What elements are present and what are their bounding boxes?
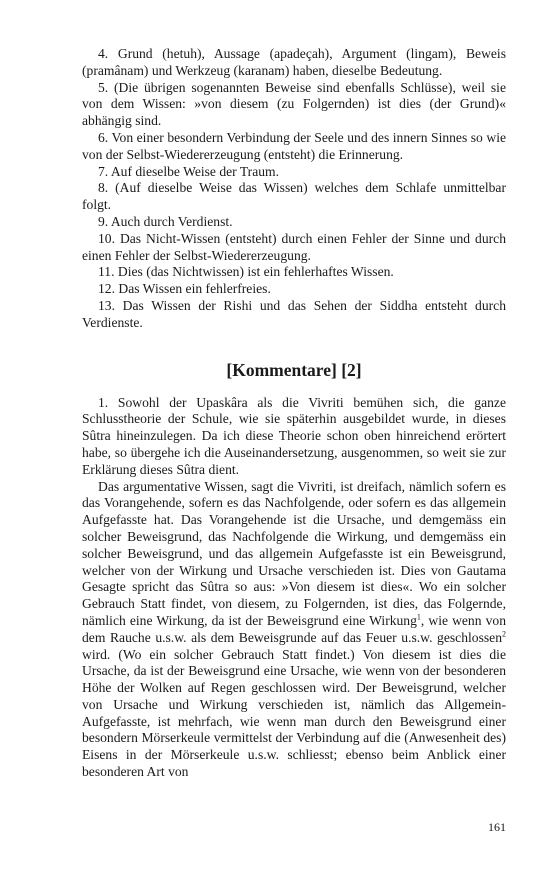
commentary-paragraph-1: 1. Sowohl der Upaskâra als die Vivriti bemühen sich, die ganze Schlusstheorie der Schule, wie sie späterhin ausgebildet wurde, in dieses Sûtra hineinzulegen. Da ich diese Theorie schon oben hinreichend erörtert habe, so übergehe ich die Auseinandersetzung, ausgenommen, so weit sie zur Erklärung dieses Sûtra dient. xyxy=(82,394,506,477)
sutra-7: 7. Auf dieselbe Weise der Traum. xyxy=(98,163,280,179)
sutra-13: 13. Das Wissen der Rishi und das Sehen der Siddha entsteht durch Verdienste. xyxy=(82,297,506,330)
commentary xyxy=(82,395,506,781)
sutra-11: 11. Dies (das Nichtwissen) ist ein fehlerhaftes Wissen. xyxy=(98,264,394,280)
footnote-marker-1: 1 xyxy=(416,612,421,622)
sutra-8: 8. (Auf dieselbe Weise das Wissen) welches dem Schlafe unmittelbar folgt. xyxy=(82,180,506,213)
sutra-6: 6. Von einer besondern Verbindung der Seele und des innern Sinnes so wie von der Selbst-Wiedererzeugung (entsteht) die Erinnerung. xyxy=(82,129,506,162)
sutra-list xyxy=(82,46,506,332)
commentary-text-part-3: wird. (Wo ein solcher Gebrauch Statt findet.) Von diesem ist dies die Ursache, da ist der Beweisgrund eine Ursache, wie wenn von der besonderen Höhe der Wolken auf Regen geschlossen wird. Der Beweisgrund, welcher von Ursache und Wirkung verschieden ist, nämlich das Allgemein-Aufgefasste, ist mehrfach, wie wenn man durch den Beweisgrund einer besondern Mörserkeule vermittelst der Verbindung auf die (Anwesenheit des) Eisens in der Mörserkeule u.s.w. schliesst; ebenso beim Anblick einer besonderen Art von xyxy=(82,646,506,780)
sutra-12: 12. Das Wissen ein fehlerfreies. xyxy=(98,281,271,297)
page-body xyxy=(82,46,506,781)
sutra-10: 10. Das Nicht-Wissen (entsteht) durch einen Fehler der Sinne und durch einen Fehler der Selbst-Wiedererzeugung. xyxy=(82,230,506,263)
sutra-5: 5. (Die übrigen sogenannten Beweise sind ebenfalls Schlüsse), weil sie von dem Wissen: »von diesem (zu Folgernden) ist dies (der Grund)« abhängig sind. xyxy=(82,79,506,129)
footnote-marker-2: 2 xyxy=(502,629,506,639)
commentary-text-part-2: , wie wenn von dem Rauche u.s.w. als dem Beweisgrunde auf das Feuer u.s.w. geschlossen xyxy=(82,612,506,645)
page-number: 161 xyxy=(488,820,506,834)
commentary-text-part-1: Das argumentative Wissen, sagt die Vivriti, ist dreifach, nämlich sofern es das Vorangehende, sofern es das Nachfolgende, oder sofern es das allgemein Aufgefasste hat. Das Vorangehende ist die Ursache, und demgemäss ein solcher Beweisgrund, das Nachfolgende die Wirkung, und demgemäss ein solcher Beweisgrund, und das allgemein Aufgefasste ist ein Beweisgrund, welcher von der Wirkung und Ursache verschieden ist. Dies von Gautama Gesagte spricht das Sûtra so aus: »Von diesem ist dies«. Wo ein solcher Gebrauch Statt findet, von diesem, zu Folgernden, ist dies, das Folgernde, nämlich eine Wirkung, da ist der Beweisgrund eine Wirkung xyxy=(82,478,506,628)
section-heading: [Kommentare] [2] xyxy=(226,359,362,380)
sutra-4: 4. Grund (hetuh), Aussage (apadeçah), Argument (lingam), Beweis (pramânam) und Werkzeug (karanam) haben, dieselbe Bedeutung. xyxy=(82,46,506,78)
commentary-paragraph-2 xyxy=(82,479,506,781)
sutra-9: 9. Auch durch Verdienst. xyxy=(98,213,233,229)
